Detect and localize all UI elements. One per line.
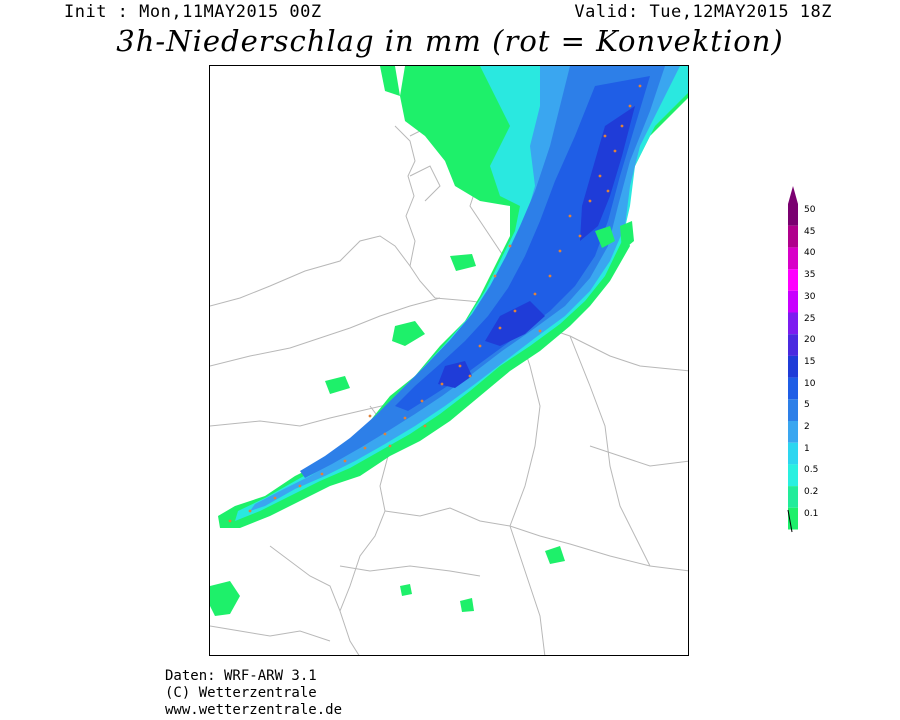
init-time: Init : Mon,11MAY2015 00Z <box>64 2 322 22</box>
legend-label: 30 <box>804 291 816 302</box>
precipitation-field <box>210 66 689 616</box>
legend-swatch-10 <box>788 421 798 443</box>
valid-time: Valid: Tue,12MAY2015 18Z <box>574 2 832 22</box>
legend-swatch-5 <box>788 313 798 335</box>
footer-credits <box>165 668 342 719</box>
legend-label: 1 <box>804 443 810 454</box>
legend-swatch-11 <box>788 443 798 465</box>
map-title: 3h-Niederschlag in mm (rot = Konvektion) <box>116 24 784 58</box>
legend-label: 0.5 <box>804 465 819 476</box>
footer-copyright: (C) Wetterzentrale <box>165 685 317 701</box>
legend-label: 2 <box>804 422 810 432</box>
footer-website: www.wetterzentrale.de <box>165 702 343 718</box>
legend-colorbar <box>786 186 800 536</box>
legend-swatch-6 <box>788 334 798 356</box>
legend-swatch-12 <box>788 464 798 486</box>
legend-swatch-7 <box>788 356 798 378</box>
legend-swatch-13 <box>788 486 798 508</box>
legend-label: 0.1 <box>804 508 819 519</box>
map-canvas <box>210 66 689 656</box>
legend-swatch-2 <box>788 247 798 269</box>
legend-label: 15 <box>804 356 816 367</box>
legend-label: 40 <box>804 248 816 259</box>
legend-label: 5 <box>804 400 810 411</box>
legend-label: 50 <box>804 205 816 215</box>
legend-swatch-8 <box>788 378 798 400</box>
legend-label: 25 <box>804 313 816 324</box>
legend-swatch-0 <box>788 204 798 226</box>
precipitation-map <box>209 65 689 656</box>
legend-swatch-4 <box>788 291 798 313</box>
footer-data-source: Daten: WRF-ARW 3.1 <box>165 668 317 684</box>
legend-label: 45 <box>804 226 816 237</box>
legend-label: 0.2 <box>804 487 819 498</box>
legend-label: 20 <box>804 335 816 346</box>
legend-label: 35 <box>804 270 816 281</box>
legend-arrow-top <box>788 186 798 204</box>
legend-label: 10 <box>804 378 816 389</box>
legend-swatch-1 <box>788 226 798 248</box>
precipitation-legend <box>786 186 846 536</box>
legend-swatch-9 <box>788 399 798 421</box>
legend-swatch-3 <box>788 269 798 291</box>
